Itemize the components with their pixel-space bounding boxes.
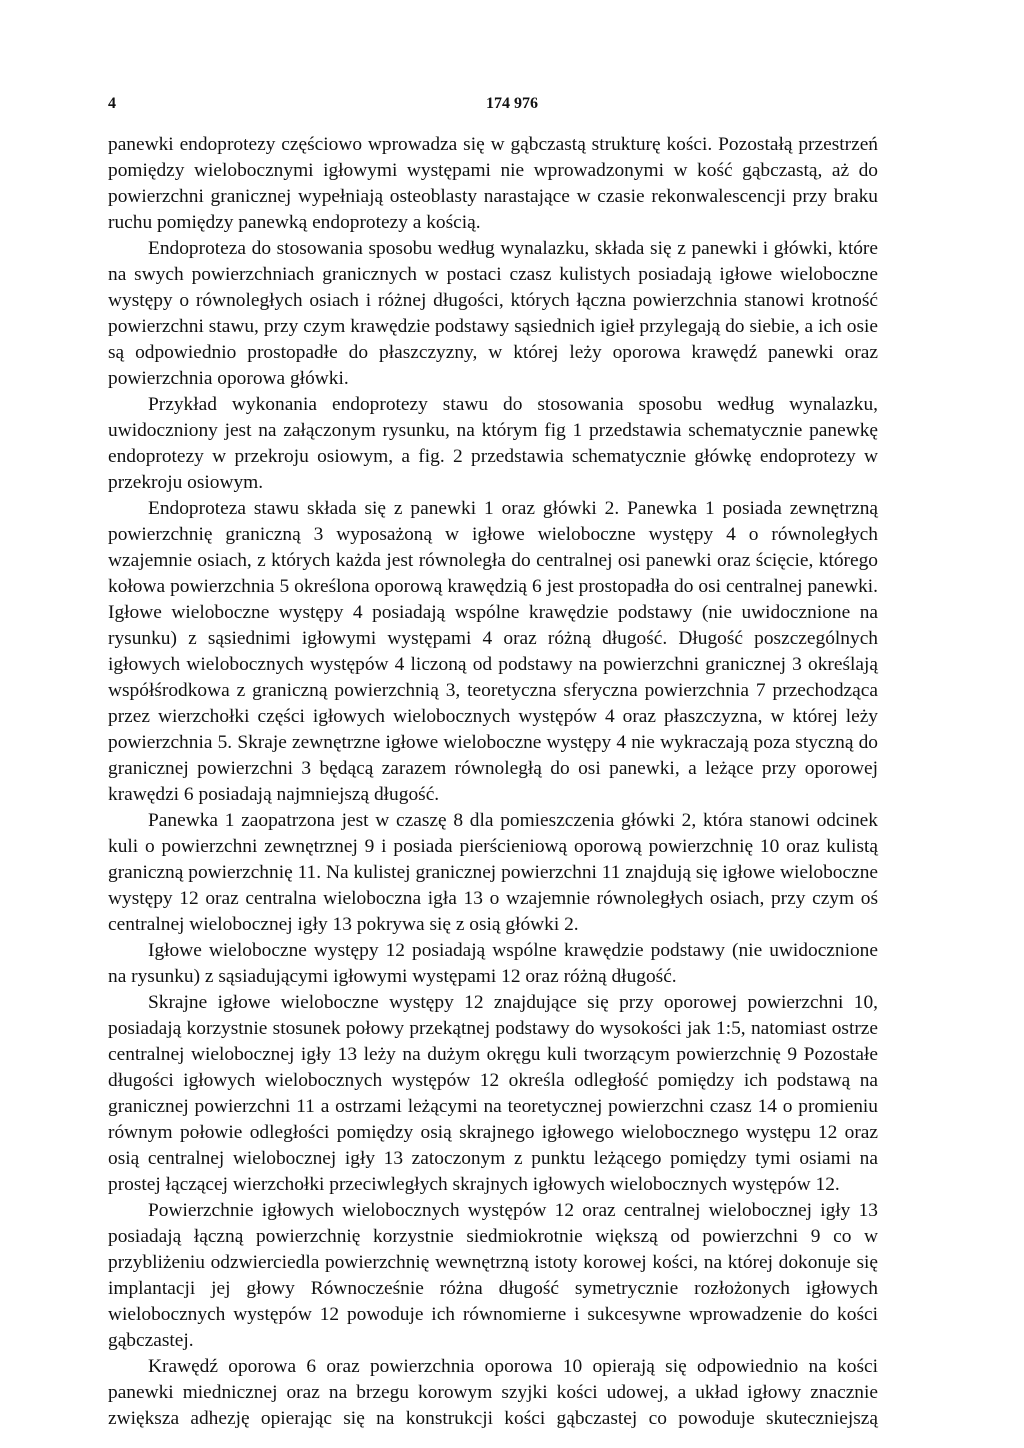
paragraph-needle-surfaces: Powierzchnie igłowych wielobocznych występów 12 oraz centralnej wielobocznej igły 13 posiadają łączną powierzchnię korzystnie siedmiokrotnie większą od powierzchni 9 co w przybliżeniu odzwierciedla powierzchnię wewnętrzną istoty korowej kości, na której dokonuje się implantacji jej głowy Równocześnie różna długość symetrycznie rozłożonych igłowych wielobocznych występów 12 powoduje ich równomierne i sukcesywne wprowadzenie do kości gąbczastej.	[108, 1200, 878, 1351]
paragraph-support-edge: Krawędź oporowa 6 oraz powierzchnia oporowa 10 opierają się odpowiednio na kości panewki miednicznej oraz na brzegu korowym szyjki kości udowej, a układ igłowy znacznie zwiększa adhezję opierając się na konstrukcji kości gąbczastej co powoduje skuteczniejszą	[108, 1356, 878, 1429]
paragraph-example-figures: Przykład wykonania endoprotezy stawu do stosowania sposobu według wynalazku, uwidoczniony jest na załączonym rysunku, na którym fig 1 przedstawia schematycznie panewkę endoprotezy w przekroju osiowym, a fig. 2 przedstawia schematycznie główkę endoprotezy w przekroju osiowym.	[108, 394, 878, 493]
paragraph-continuation: panewki endoprotezy częściowo wprowadza się w gąbczastą strukturę kości. Pozostałą przestrzeń pomiędzy wielobocznymi igłowymi występami nie wprowadzonymi w kość gąbczastą, aż do powierzchni granicznej wypełniają osteoblasty narastające w czasie rekonwalescencji przy braku ruchu pomiędzy panewką endoprotezy a kością.	[108, 134, 878, 233]
paragraph-socket-structure: Endoproteza stawu składa się z panewki 1 oraz główki 2. Panewka 1 posiada zewnętrzną powierzchnię graniczną 3 wyposażoną w igłowe wieloboczne występy 4 o równoległych wzajemnie osiach, z których każda jest równoległa do centralnej osi panewki oraz ścięcie, którego kołowa powierzchnia 5 określona oporową krawędzią 6 jest prostopadła do osi centralnej panewki. Igłowe wieloboczne występy 4 posiadają wspólne krawędzie podstawy (nie uwidocznione na rysunku) z sąsiednimi igłowymi występami 4 oraz różną długość. Długość poszczególnych igłowych wielobocznych występów 4 liczoną od podstawy na powierzchni granicznej 3 określają współśrodkowa z graniczną powierzchnią 3, teoretyczna sferyczna powierzchnia 7 przechodząca przez wierzchołki części igłowych wielobocznych występów 4 oraz płaszczyzna, w której leży powierzchnia 5. Skraje zewnętrzne igłowe wieloboczne występy 4 nie wykraczają poza styczną do granicznej powierzchni 3 będącą zarazem równoległą do osi panewki, a leżące przy oporowej krawędzi 6 posiadają najmniejszą długość.	[108, 498, 878, 805]
paragraph-edge-needles: Skrajne igłowe wieloboczne występy 12 znajdujące się przy oporowej powierzchni 10, posiadają korzystnie stosunek połowy przekątnej podstawy do wysokości jak 1:5, natomiast ostrze centralnej wielobocznej igły 13 leży na dużym okręgu kuli tworzącym powierzchnię 9 Pozostałe długości igłowych wielobocznych występów 12 określa odległość pomiędzy ich podstawą na granicznej powierzchni 11 a ostrzami leżącymi na teoretycznej powierzchni czasz 14 o promieniu równym połowie odległości pomiędzy osią skrajnego igłowego wielobocznego występu 12 oraz osią centralnej wielobocznej igły 13 zatoczonym z punktu leżącego pomiędzy tymi osiami na prostej łączącej wierzchołki przeciwległych skrajnych igłowych wielobocznych występów 12.	[108, 992, 878, 1195]
paragraph-needle-bases: Igłowe wieloboczne występy 12 posiadają wspólne krawędzie podstawy (nie uwidocznione na rysunku) z sąsiadującymi igłowymi występami 12 oraz różną długość.	[108, 940, 878, 987]
body-text	[108, 132, 878, 1432]
paragraph-endoprosthesis-description: Endoproteza do stosowania sposobu według wynalazku, składa się z panewki i główki, które na swych powierzchniach granicznych w postaci czasz kulistych posiadają igłowe wieloboczne występy o równoległych osiach i różnej długości, których łączna powierzchnia stanowi krotność powierzchni stawu, przy czym krawędzie podstawy sąsiednich igieł przylegają do siebie, a ich osie są odpowiednio prostopadłe do płaszczyzny, w której leży oporowa krawędź panewki oraz powierzchnia oporowa główki.	[108, 238, 878, 389]
paragraph-socket-cup: Panewka 1 zaopatrzona jest w czaszę 8 dla pomieszczenia główki 2, która stanowi odcinek kuli o powierzchni zewnętrznej 9 i posiada pierścieniową oporową powierzchnię 10 oraz kulistą graniczną powierzchnię 11. Na kulistej granicznej powierzchni 11 znajdują się igłowe wieloboczne występy 12 oraz centralna wieloboczna igła 13 o wzajemnie równoległych osiach, przy czym oś centralnej wielobocznej igły 13 pokrywa się z osią główki 2.	[108, 810, 878, 935]
page-number: 4	[108, 95, 116, 112]
patent-number: 174 976	[486, 95, 538, 112]
